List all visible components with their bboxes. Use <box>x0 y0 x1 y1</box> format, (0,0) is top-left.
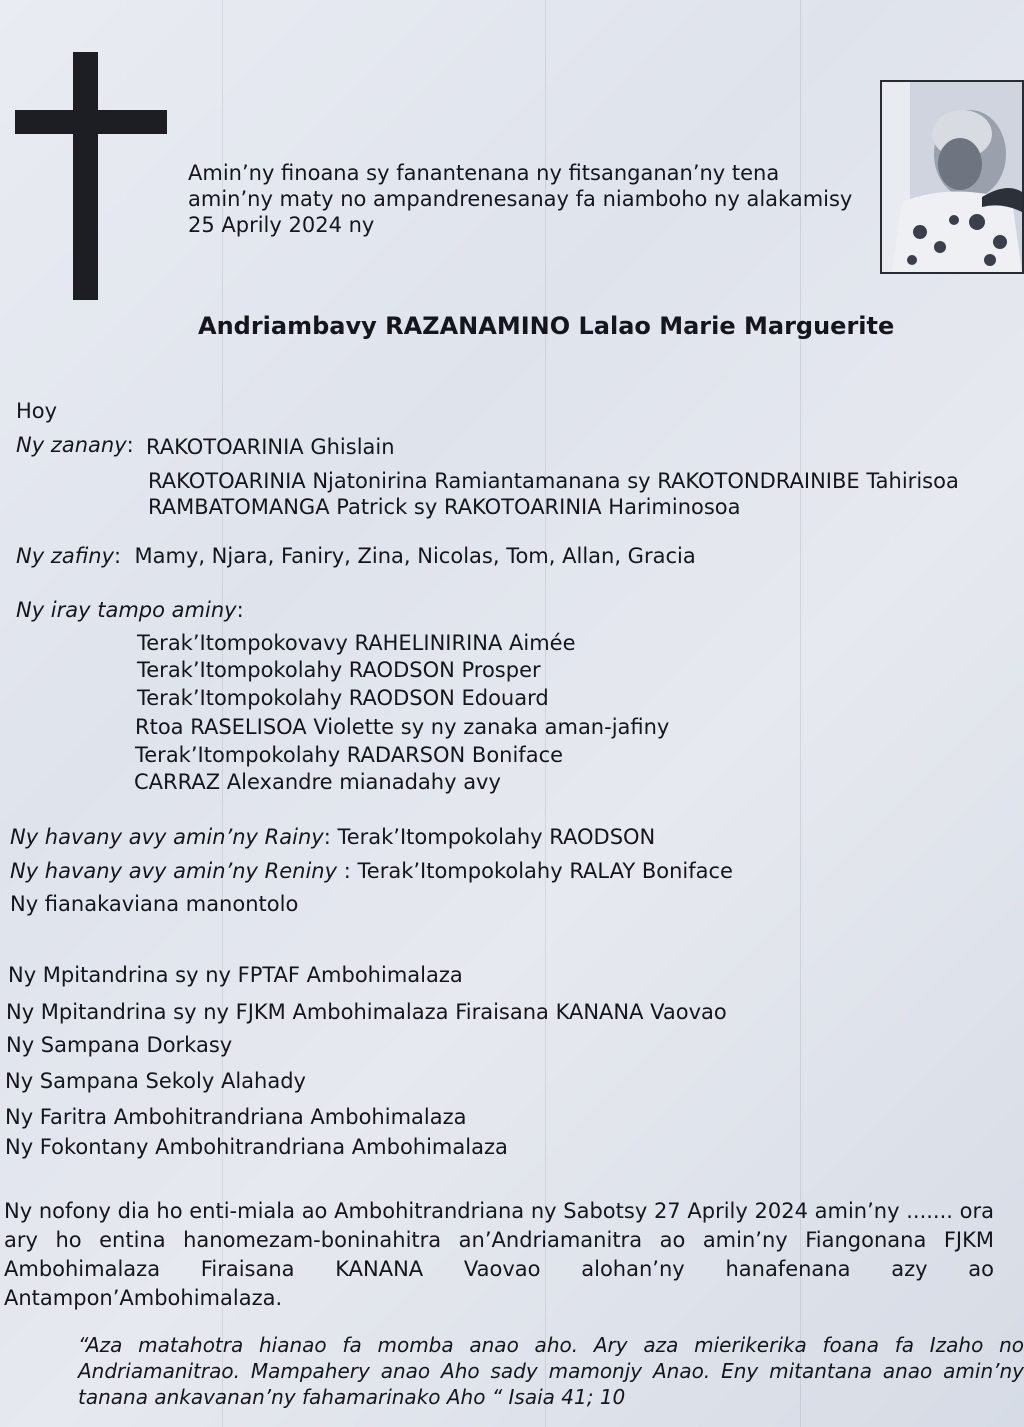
deceased-photo <box>880 80 1024 274</box>
funeral-details-paragraph: Ny nofony dia ho enti-miala ao Ambohitrandriana ny Sabotsy 27 Aprily 2024 amin’ny ....... ora ary ho entina hanomezam-boninahitra an’Andriamanitra ao amin’ny Fiangonana FJKM Ambohimalaza Firaisana KANANA Vaovao alohan’ny hanafenana azy ao Antampon’Ambohimalaza. <box>4 1199 994 1310</box>
cross-icon <box>73 52 98 300</box>
sibling-line: Terak’Itompokolahy RAODSON Prosper <box>137 658 541 682</box>
sibling-line: Rtoa RASELISOA Violette sy ny zanaka aman-jafiny <box>135 715 670 739</box>
hoy-label: Hoy <box>16 399 58 423</box>
relatives-separator: : <box>337 859 351 883</box>
sibling-line: Terak’Itompokolahy RAODSON Edouard <box>137 686 549 710</box>
organization-line: Ny Mpitandrina sy ny FJKM Ambohimalaza Firaisana KANANA Vaovao <box>6 1000 727 1024</box>
sibling-line: Terak’Itompokovavy RAHELINIRINA Aimée <box>137 631 576 655</box>
deceased-name: Andriambavy RAZANAMINO Lalao Marie Marguerite <box>198 312 895 340</box>
cross-icon-bar <box>15 110 167 134</box>
relatives-value: Terak’Itompokolahy RALAY Boniface <box>357 859 733 883</box>
relatives-mother-side <box>10 858 733 884</box>
organization-line: Ny Faritra Ambohitrandriana Ambohimalaza <box>5 1105 467 1129</box>
grandchildren-separator: : <box>114 544 122 568</box>
family-closing: Ny fianakaviana manontolo <box>10 892 299 916</box>
relatives-father-side <box>10 824 655 850</box>
child-line: RAKOTOARINIA Ghislain <box>146 435 395 459</box>
grandchildren-label: Ny zafiny <box>16 544 115 568</box>
siblings-separator: : <box>236 598 244 622</box>
intro-text: Amin’ny finoana sy fanantenana ny fitsanganan’ny tena amin’ny maty no ampandrenesanay fa niamboho ny alakamisy 25 Aprily 2024 ny <box>188 161 853 237</box>
siblings-entry <box>16 597 244 623</box>
organization-line: Ny Sampana Sekoly Alahady <box>5 1069 306 1093</box>
relatives-separator: : <box>323 825 331 849</box>
children-separator: : <box>126 433 134 457</box>
child-line: RAMBATOMANGA Patrick sy RAKOTOARINIA Hariminosoa <box>148 495 741 519</box>
grandchildren-names: Mamy, Njara, Faniry, Zina, Nicolas, Tom, Allan, Gracia <box>134 544 696 568</box>
organization-line: Ny Mpitandrina sy ny FPTAF Ambohimalaza <box>8 963 463 987</box>
relatives-value: Terak’Itompokolahy RAODSON <box>337 825 656 849</box>
children-label: Ny zanany <box>16 433 127 457</box>
sibling-line: CARRAZ Alexandre mianadahy avy <box>134 770 501 794</box>
siblings-label: Ny iray tampo aminy <box>16 598 237 622</box>
organization-line: Ny Sampana Dorkasy <box>6 1033 233 1057</box>
relatives-label: Ny havany avy amin’ny Rainy <box>10 825 324 849</box>
organization-line: Ny Fokontany Ambohitrandriana Ambohimalaza <box>5 1135 508 1159</box>
grandchildren-entry <box>16 543 696 569</box>
sibling-line: Terak’Itompokolahy RADARSON Boniface <box>135 743 564 767</box>
child-line: RAKOTOARINIA Njatonirina Ramiantamanana sy RAKOTONDRAINIBE Tahirisoa <box>148 469 959 493</box>
bible-verse: “Aza matahotra hianao fa momba anao aho. Ary aza mierikerika foana fa Izaho no Andriamanitrao. Mampahery anao Aho sady mamonjy Anao. Eny mitantana anao amin’ny tanana ankavanan’ny fahamarinako Aho “ Isaia 41; 10 <box>78 1333 1024 1409</box>
children-entry <box>16 432 134 458</box>
portrait-illustration <box>882 82 1022 272</box>
relatives-label: Ny havany avy amin’ny Reniny <box>10 859 338 883</box>
